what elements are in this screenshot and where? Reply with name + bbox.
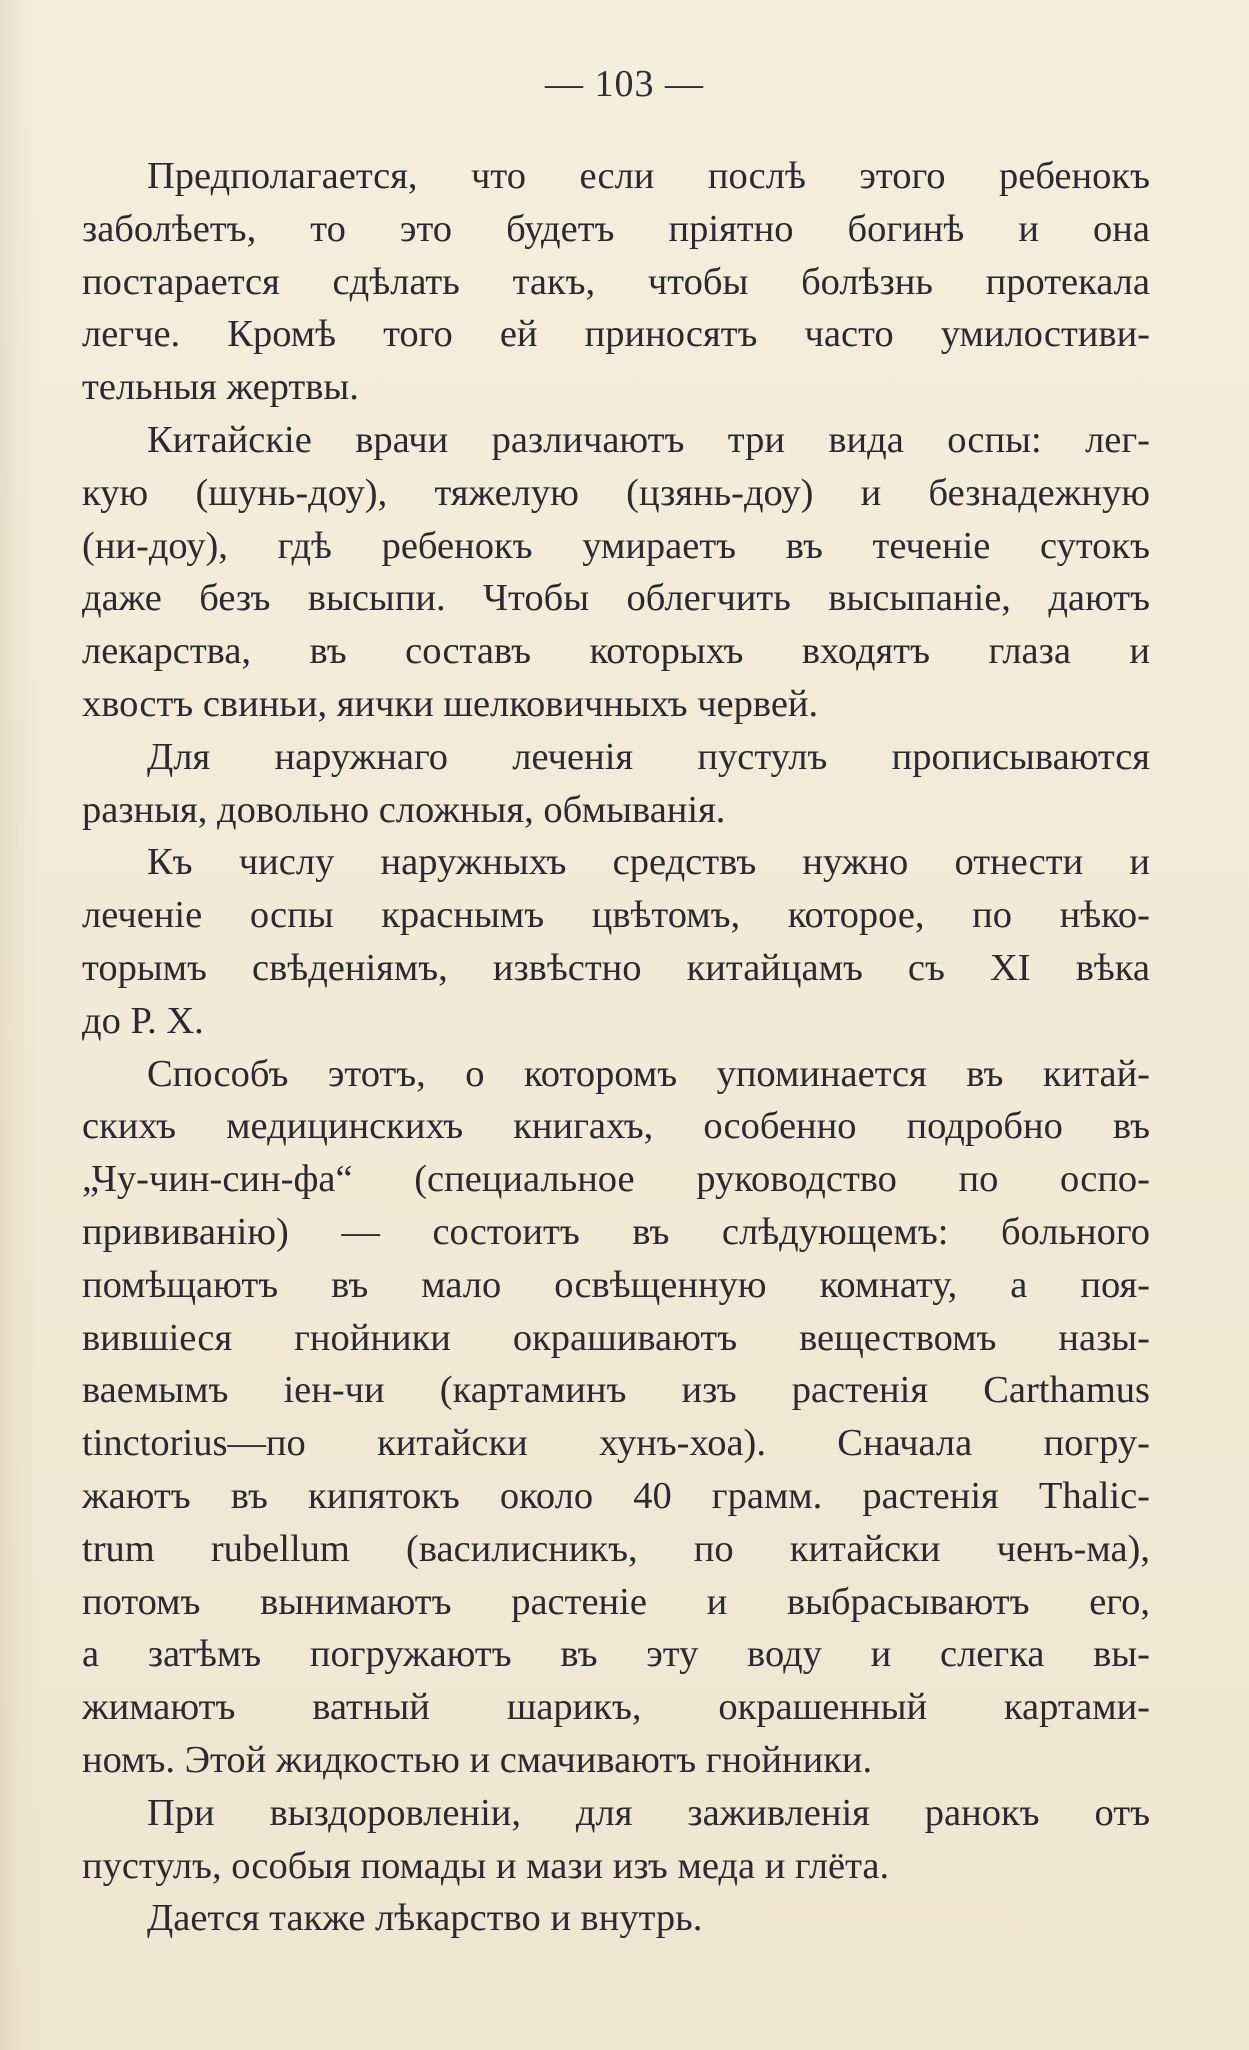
text-line: tinctorius—по китайски хунъ-хоа). Сначала погру- bbox=[82, 1422, 1150, 1465]
text-line: Дается также лѣкарство и внутрь. bbox=[147, 1897, 703, 1940]
paragraph bbox=[82, 1787, 1150, 1893]
text-line: тельныя жертвы. bbox=[82, 366, 359, 409]
paragraph bbox=[82, 414, 1150, 731]
text-line: „Чу-чин-син-фа“ (специальное руководство по оспо- bbox=[82, 1158, 1150, 1201]
text-line: прививанію) — состоитъ въ слѣдующемъ: больного bbox=[82, 1210, 1150, 1253]
text-line: жаютъ въ кипятокъ около 40 грамм. растенія Thalic- bbox=[82, 1474, 1150, 1517]
text-line: trum rubellum (василисникъ, по китайски ченъ-ма), bbox=[82, 1527, 1150, 1570]
text-line: скихъ медицинскихъ книгахъ, особенно подробно въ bbox=[82, 1105, 1150, 1148]
paragraph bbox=[82, 836, 1150, 1047]
text-line: Способъ этотъ, о которомъ упоминается въ китай- bbox=[147, 1052, 1150, 1095]
text-line: хвостъ свиньи, яички шелковичныхъ червей. bbox=[82, 682, 819, 725]
text-line: а затѣмъ погружаютъ въ эту воду и слегка вы- bbox=[82, 1633, 1150, 1676]
text-line: При выздоровленіи, для заживленія ранокъ отъ bbox=[147, 1791, 1150, 1834]
text-line: Для наружнаго леченія пустулъ прописываются bbox=[147, 735, 1150, 778]
text-line: Предполагается, что если послѣ этого ребенокъ bbox=[147, 155, 1150, 197]
text-line: леченіе оспы краснымъ цвѣтомъ, которое, по нѣко- bbox=[82, 894, 1150, 937]
text-line: до Р. Х. bbox=[82, 999, 204, 1042]
paragraph bbox=[82, 1892, 1150, 1945]
paragraph bbox=[82, 731, 1150, 837]
text-line: жимаютъ ватный шарикъ, окрашенный картами- bbox=[82, 1686, 1150, 1729]
text-line: пустулъ, особыя помады и мази изъ меда и глёта. bbox=[82, 1844, 890, 1887]
text-line: (ни-доу), гдѣ ребенокъ умираетъ въ теченіе сутокъ bbox=[82, 524, 1150, 567]
text-line: лекарства, въ составъ которыхъ входятъ глаза и bbox=[82, 630, 1150, 673]
text-line: постарается сдѣлать такъ, чтобы болѣзнь протекала bbox=[82, 260, 1150, 303]
text-line: ваемымъ іен-чи (картаминъ изъ растенія Carthamus bbox=[82, 1369, 1150, 1412]
text-line: потомъ вынимаютъ растеніе и выбрасываютъ его, bbox=[82, 1580, 1150, 1623]
text-line: Къ числу наружныхъ средствъ нужно отнести и bbox=[147, 841, 1150, 884]
text-line: номъ. Этой жидкостью и смачиваютъ гнойники. bbox=[82, 1738, 873, 1781]
text-line: легче. Кромѣ того ей приносятъ часто умилостиви- bbox=[82, 313, 1150, 356]
page-number: — 103 — bbox=[545, 63, 704, 105]
text-line: помѣщаютъ въ мало освѣщенную комнату, а поя- bbox=[82, 1263, 1150, 1306]
text-line: заболѣетъ, то это будетъ пріятно богинѣ и она bbox=[82, 207, 1150, 250]
text-line: даже безъ высыпи. Чтобы облегчить высыпаніе, даютъ bbox=[82, 577, 1150, 620]
text-line: торымъ свѣденіямъ, извѣстно китайцамъ съ XI вѣка bbox=[82, 946, 1150, 989]
paragraph bbox=[82, 1048, 1150, 1787]
body-text bbox=[82, 150, 1150, 1945]
paragraph bbox=[82, 150, 1150, 414]
text-line: вившіеся гнойники окрашиваютъ веществомъ назы- bbox=[82, 1316, 1150, 1359]
text-line: кую (шунь-доу), тяжелую (цзянь-доу) и безнадежную bbox=[82, 471, 1150, 514]
text-line: Китайскіе врачи различаютъ три вида оспы: лег- bbox=[147, 418, 1150, 461]
text-line: разныя, довольно сложныя, обмыванія. bbox=[82, 788, 726, 831]
